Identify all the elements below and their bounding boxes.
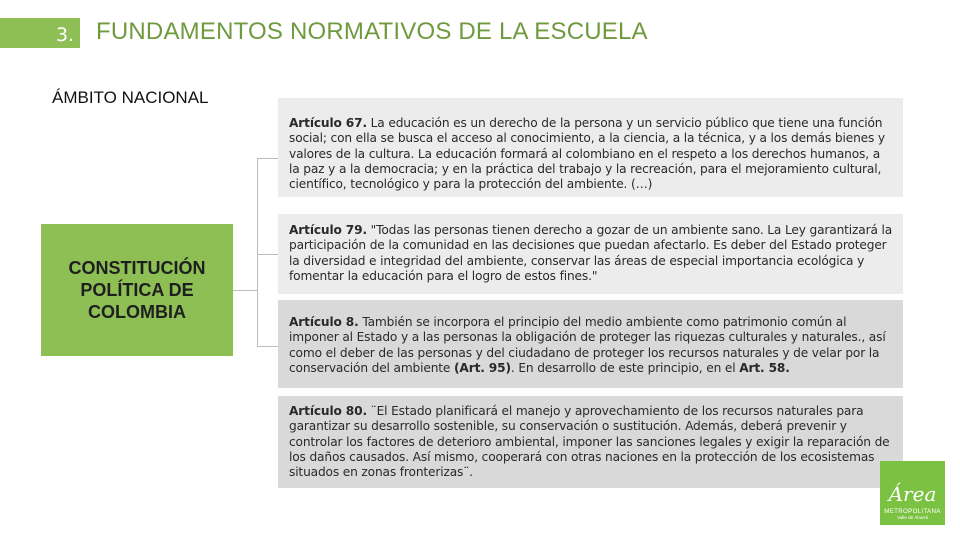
- constitution-label: CONSTITUCIÓN POLÍTICA DE COLOMBIA: [68, 258, 206, 322]
- article-67-box: [278, 98, 903, 197]
- article-8-ref-95: (Art. 95): [454, 360, 511, 375]
- article-8-text: También se incorpora el principio del medio ambiente como patrimonio común al imponer al Estado y a las personas la obligación de proteger las riquezas culturales y naturales., así como el deber de las personas y del ciudadano de proteger los recursos naturales y de velar por la conservación del ambiente: [289, 315, 886, 375]
- article-79-heading: Artículo 79.: [289, 223, 367, 237]
- article-79-text: "Todas las personas tienen derecho a gozar de un ambiente sano. La Ley garantizará la participación de la comunidad en las decisiones que puedan afectarlo. Es deber del Estado proteger la diversidad e integridad del ambiente, conservar las áreas de especial importancia ecológica y fomentar la educación para el logro de estos fines.": [289, 223, 893, 283]
- connector-branch-8: [257, 346, 278, 347]
- connector-branch-67: [257, 158, 278, 159]
- scope-label: ÁMBITO NACIONAL: [52, 88, 209, 107]
- article-8-box: [278, 300, 903, 388]
- logo-line-2: Valle de Aburrá: [896, 515, 929, 520]
- section-number: 3.: [56, 24, 75, 46]
- article-80-heading: Artículo 80.: [289, 404, 367, 418]
- article-8-ref-58: Art. 58.: [739, 360, 790, 375]
- logo-word: Área: [888, 482, 937, 506]
- article-8-mid: . En desarrollo de este principio, en el: [510, 360, 740, 375]
- article-80-text: ¨El Estado planificará el manejo y aprovechamiento de los recursos naturales para garantizar su desarrollo sostenible, su conservación o sustitución. Además, deberá prevenir y controlar los factores de deterioro ambiental, imponer las sanciones legales y exigir la reparación de los daños causados. Así mismo, cooperará con otras naciones en la protección de los ecosistemas situados en zonas fronterizas¨.: [289, 404, 890, 480]
- article-67-heading: Artículo 67.: [289, 116, 367, 130]
- page-title: FUNDAMENTOS NORMATIVOS DE LA ESCUELA: [96, 18, 648, 45]
- article-67-text: La educación es un derecho de la persona y un servicio público que tiene una función social; con ella se busca el acceso al conocimiento, a la ciencia, a la técnica, y a los demás bienes y valores de la cultura. La educación formará al colombiano en el respeto a los derechos humanos, a la paz y a la democracia; y en la práctica del trabajo y la recreación, para el mejoramiento cultural, científico, tecnológico y para la protección del ambiente. (…): [289, 116, 885, 192]
- connector-branch-79: [257, 254, 278, 255]
- article-80-box: [278, 396, 903, 488]
- logo-line-1: METROPOLITANA: [884, 508, 941, 515]
- article-79-box: [278, 214, 903, 294]
- area-metropolitana-logo: [880, 461, 945, 525]
- article-8-heading: Artículo 8.: [289, 315, 359, 329]
- constitution-box: [41, 224, 233, 356]
- connector-main: [233, 290, 257, 291]
- connector-vertical: [257, 158, 258, 346]
